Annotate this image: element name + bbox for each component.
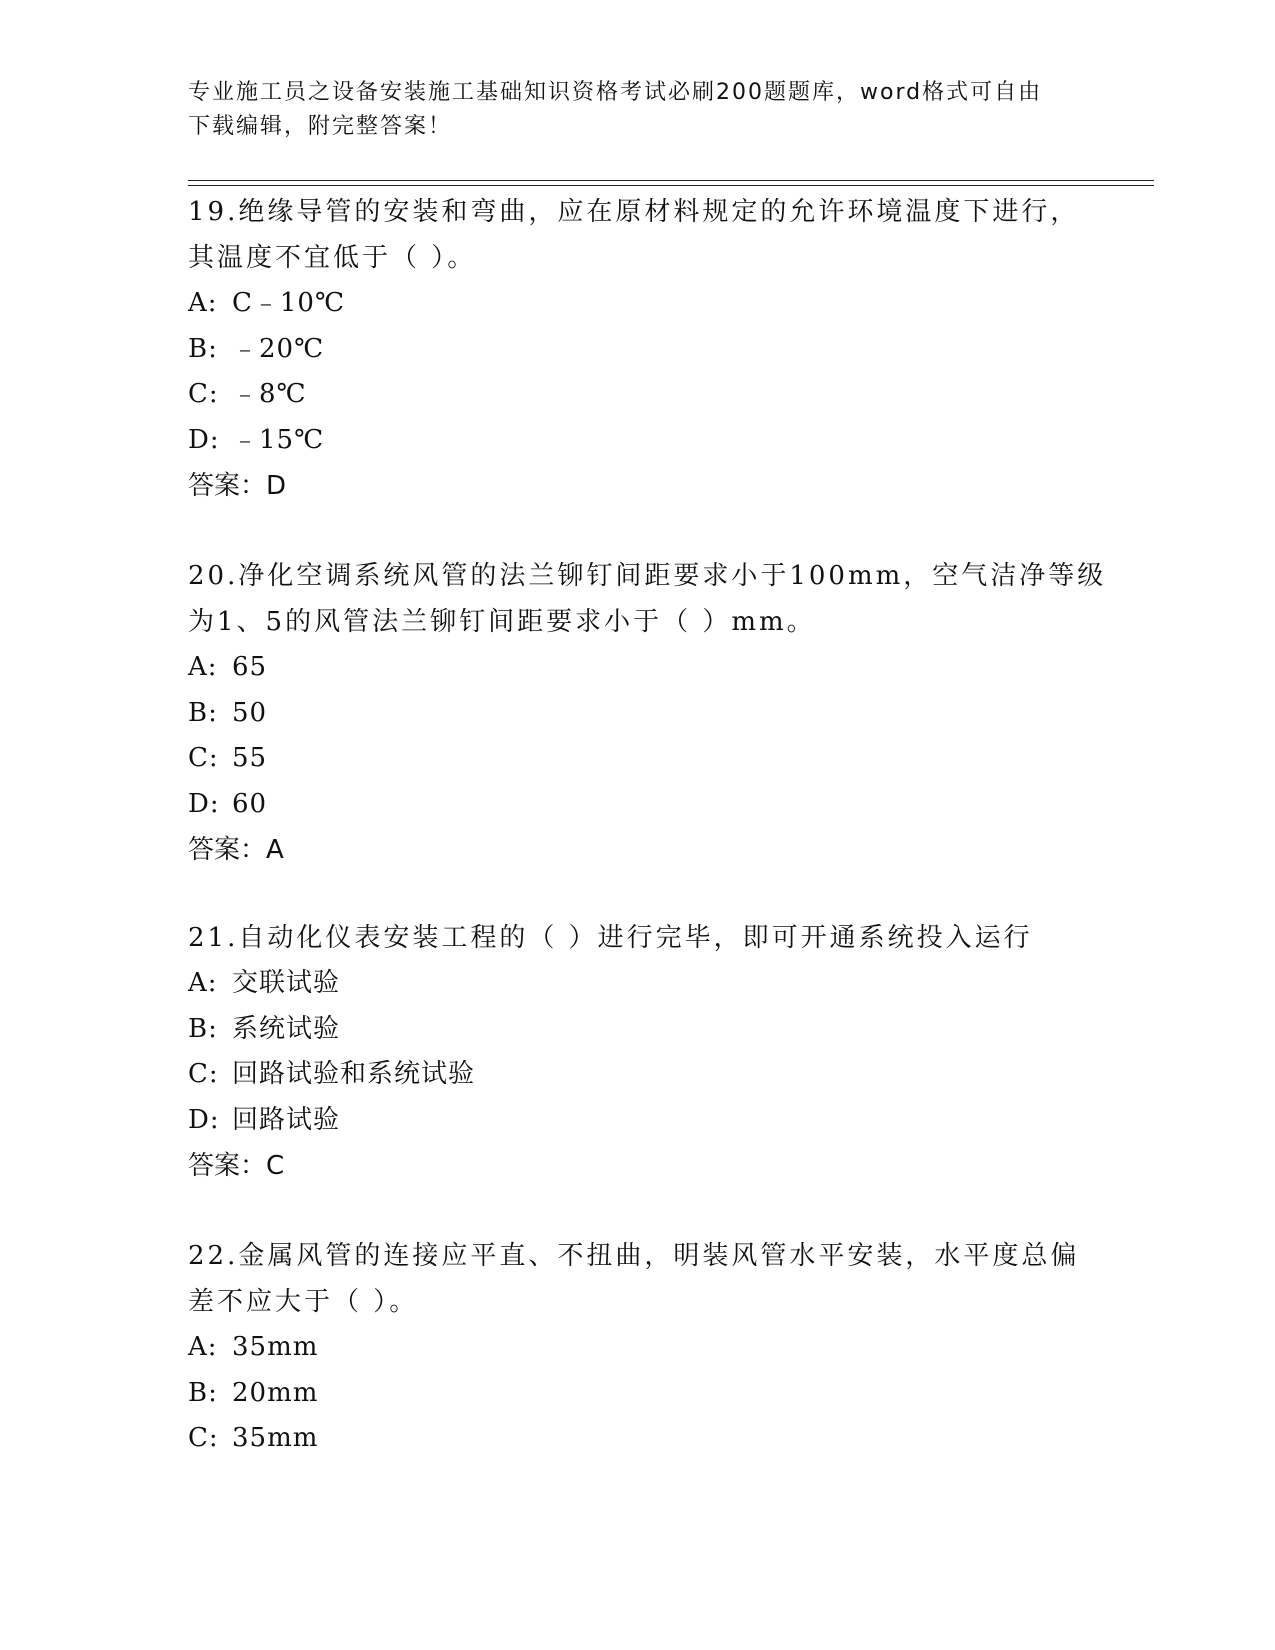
option-c [188,372,1088,418]
option-d [188,1098,1088,1144]
header-line-1: 专业施工员之设备安装施工基础知识资格考试必刷200题题库，word格式可自由 [188,80,1043,105]
option-label: C: [188,1423,219,1453]
option-label: C: [188,743,219,773]
option-text: ﹣20℃ [232,333,325,364]
option-label: A: [188,288,218,318]
option-text: 35mm [232,1332,319,1362]
option-label: D: [188,1104,220,1135]
option-b [188,1007,1088,1053]
question-19 [188,189,1088,509]
option-a [188,645,1088,691]
question-22 [188,1233,1088,1462]
option-text: C﹣10℃ [232,288,346,318]
header-divider-top [188,180,1154,181]
option-text: 回路试验 [232,1104,341,1135]
option-a [188,281,1088,327]
option-text: 20mm [232,1377,319,1408]
option-label: A: [188,652,218,682]
header-line-2: 下载编辑，附完整答案！ [188,114,453,139]
question-text: 21.自动化仪表安装工程的（ ）进行完毕，即可开通系统投入运行 [188,923,1033,953]
option-b [188,691,1088,737]
option-c [188,736,1088,782]
option-text: 65 [232,652,268,682]
option-label: B: [188,333,218,364]
option-d [188,418,1088,464]
option-label: D: [188,788,220,819]
option-text: 50 [232,697,268,728]
option-text: ﹣15℃ [232,424,325,455]
question-text: 差不应大于（ ）。 [188,1287,419,1317]
option-text: ﹣8℃ [232,379,307,409]
option-label: A: [188,1332,218,1362]
option-text: 60 [232,788,268,819]
option-label: D: [188,424,220,455]
question-text: 其温度不宜低于（ ）。 [188,243,477,273]
question-21 [188,915,1088,1189]
answer: 答案：A [188,835,284,865]
option-text: 交联试验 [232,968,341,998]
option-text: 回路试验和系统试验 [232,1059,476,1089]
answer: 答案：C [188,1151,285,1181]
option-b [188,1371,1088,1417]
option-c [188,1052,1088,1098]
option-label: C: [188,1059,219,1089]
option-a [188,1325,1088,1371]
option-text: 55 [232,743,268,773]
question-20 [188,553,1107,873]
option-text: 35mm [232,1423,319,1453]
option-label: B: [188,697,218,728]
option-label: C: [188,379,219,409]
option-d [188,782,1088,828]
question-text: 19.绝缘导管的安装和弯曲，应在原材料规定的允许环境温度下进行， [188,197,1080,227]
question-text: 为1、5的风管法兰铆钉间距要求小于（ ）mm。 [188,607,816,637]
answer: 答案：D [188,471,287,501]
option-label: B: [188,1013,218,1044]
option-b [188,327,1088,373]
document-header [188,76,1088,144]
option-text: 系统试验 [232,1013,341,1044]
option-a [188,961,1088,1007]
option-c [188,1416,1088,1462]
header-divider-bottom [188,185,1154,186]
question-text: 20.净化空调系统风管的法兰铆钉间距要求小于100mm，空气洁净等级 [188,561,1107,591]
option-label: A: [188,968,218,998]
option-label: B: [188,1377,218,1408]
question-text: 22.金属风管的连接应平直、不扭曲，明装风管水平安装，水平度总偏 [188,1241,1080,1271]
